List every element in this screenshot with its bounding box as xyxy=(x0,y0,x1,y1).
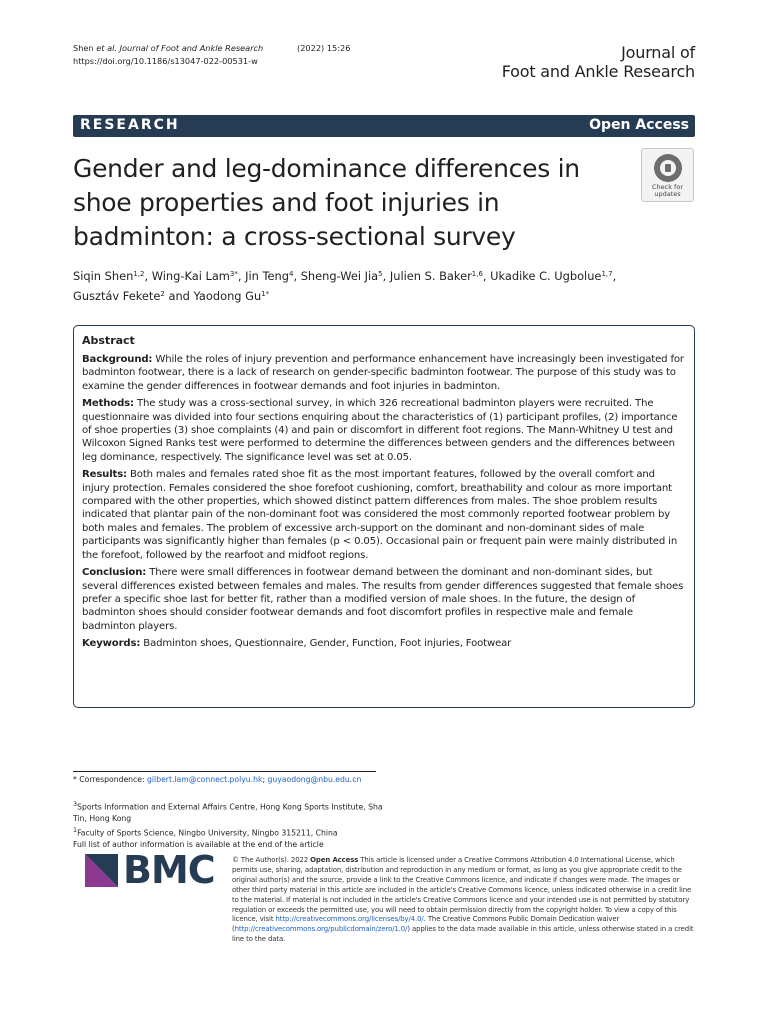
author-3[interactable]: Jin Teng$^4$ xyxy=(245,269,294,283)
abstract-conclusion: Conclusion: There were small differences in footwear demand between the dominant and non-dominant sides, but several differences existed between females and males. The results from gender differences suggested that female shoes prefer a specific shoe last for better fit, rather than a modified version of male shoes. In the future, the design of badminton shoes should consider footwear demands and foot discomfort profiles in respective male and female badminton players. xyxy=(82,567,684,632)
license-link[interactable]: http://creativecommons.org/licenses/by/4.0/ xyxy=(275,915,424,924)
email-link-1[interactable]: gilbert.lam@connect.polyu.hk xyxy=(147,775,263,784)
bmc-logo-icon xyxy=(85,854,118,887)
correspondence: * Correspondence: gilbert.lam@connect.polyu.hk; guyaodong@nbu.edu.cn xyxy=(73,775,362,784)
author-5[interactable]: Julien S. Baker$^{1,6}$ xyxy=(389,269,483,283)
author-2[interactable]: Wing-Kai Lam$^{3*}$ xyxy=(151,269,238,283)
citation-line xyxy=(73,42,351,55)
journal-logo-line1: Journal of xyxy=(621,43,695,62)
citation-year: (2022) 15:26 xyxy=(297,43,351,53)
author-1[interactable]: Siqin Shen$^{1,2}$ xyxy=(73,269,145,283)
abstract-background: Background: While the roles of injury prevention and performance enhancement have increasingly been investigated for badminton footwear, there is a lack of research on gender-specific badminton footwear. The purpose of this study was to examine the gender differences in footwear demands and foot injuries in badminton. xyxy=(82,354,684,392)
bmc-logo-text: BMC xyxy=(123,848,215,892)
journal-logo-line2: Foot and Ankle Research xyxy=(501,62,695,81)
affiliation-1: $^1$Faculty of Sports Science, Ningbo University, Ningbo 315211, China xyxy=(73,825,338,838)
check-updates-line1: Check for xyxy=(652,183,683,191)
check-updates-line2: updates xyxy=(654,190,681,198)
abstract-results: Results: Both males and females rated shoe fit as the most important features, followed by the overall comfort and injury protection. Females considered the shoe forefoot cushioning, comfort, breathability and colour as more important compared with the other properties, which showed distinct pattern differences from males. The shoe problem results indicated that plantar pain of the non-dominant foot was considered the most commonly reported footwear problem by both males and females. The problem of excessive arch-support on the dominant and non-dominant sides of male participants was significantly higher than females (p < 0.05). Occasional pain or frequent pain were mainly distributed in the forefoot, followed by the rearfoot and midfoot regions. xyxy=(82,469,678,561)
abstract-keywords: Keywords: Badminton shoes, Questionnaire, Gender, Function, Foot injuries, Footwear xyxy=(82,638,512,650)
citation-et-al: et al. xyxy=(96,43,117,53)
footnote-divider xyxy=(73,771,376,772)
section-banner xyxy=(73,115,695,137)
abstract-box xyxy=(73,325,695,708)
article-title: Gender and leg-dominance differences in shoe properties and foot injuries in badminton: a cross-sectional survey xyxy=(73,154,580,251)
check-for-updates-button[interactable] xyxy=(641,148,694,202)
citation-journal: Journal of Foot and Ankle Research xyxy=(119,43,264,53)
author-4[interactable]: Sheng-Wei Jia$^5$ xyxy=(300,269,383,283)
license-text: © The Author(s). 2022 Open Access This article is licensed under a Creative Commons Attribution 4.0 International License, which permits use, sharing, adaptation, distribution and reproduction in any medium or format, as long as you give appropriate credit to the original author(s) and the source, provide a link to the Creative Commons licence, and indicate if changes were made. The images or other third party material in this article are included in the article's Creative Commons licence, unless indicated otherwise in a credit line to the material. If material is not included in the article's Creative Commons licence and your intended use is not permitted by statutory regulation or exceeds the permitted use, you will need to obtain permission directly from the copyright holder. To view a copy of this licence, visit http://creativecommons.org/licenses/by/4.0/. The Creative Commons Public Domain Dedication waiver (http://creativecommons.org/publicdomain/zero/1.0/) applies to the data made available in this article, unless otherwise stated in a credit line to the data. xyxy=(232,856,694,944)
journal-logo xyxy=(502,43,695,81)
check-updates-icon xyxy=(654,154,682,182)
citation-authors: Shen xyxy=(73,43,94,53)
author-6[interactable]: Ukadike C. Ugbolue$^{1,7}$ xyxy=(490,269,613,283)
author-list: Siqin Shen$^{1,2}$, Wing-Kai Lam$^{3*}$, Jin Teng$^4$, Sheng-Wei Jia$^5$, Julien S. Baker$^{1,6}$, Ukadike C. Ugbolue$^{1,7}$, Gusztáv Fekete$^2$ and Yaodong $Gu^{1*}$ xyxy=(73,269,617,303)
full-author-info-note: Full list of author information is available at the end of the article xyxy=(73,840,324,850)
open-access-label: Open Access xyxy=(589,117,689,133)
affiliation-3: $^3$Sports Information and External Affairs Centre, Hong Kong Sports Institute, Sha Tin, Hong Kong xyxy=(73,799,383,824)
author-8[interactable]: Yaodong $Gu^{1*}$ xyxy=(193,289,270,303)
abstract-methods: Methods: The study was a cross-sectional survey, in which 326 recreational badminton players were recruited. The questionnaire was divided into four sections enquiring about the characteristics of (1) participant profiles, (2) importance of shoe properties (3) shoe complaints (4) and pain or discomfort in different foot regions. The Mann-Whitney U test and Wilcoxon Signed Ranks test were performed to determine the differences between genders and the differences between leg dominance, respectively. The significance level was set at 0.05. xyxy=(82,398,678,463)
section-label: RESEARCH xyxy=(80,117,180,133)
footnotes xyxy=(73,771,383,851)
bmc-logo xyxy=(85,848,215,892)
abstract-heading: Abstract xyxy=(82,334,135,347)
citation-header xyxy=(73,42,351,67)
public-domain-link[interactable]: http://creativecommons.org/publicdomain/zero/1.0/ xyxy=(234,925,408,934)
author-7[interactable]: Gusztáv Fekete$^2$ xyxy=(73,289,165,303)
citation-doi[interactable]: https://doi.org/10.1186/s13047-022-00531-w xyxy=(73,55,258,66)
email-link-2[interactable]: guyaodong@nbu.edu.cn xyxy=(267,775,362,784)
